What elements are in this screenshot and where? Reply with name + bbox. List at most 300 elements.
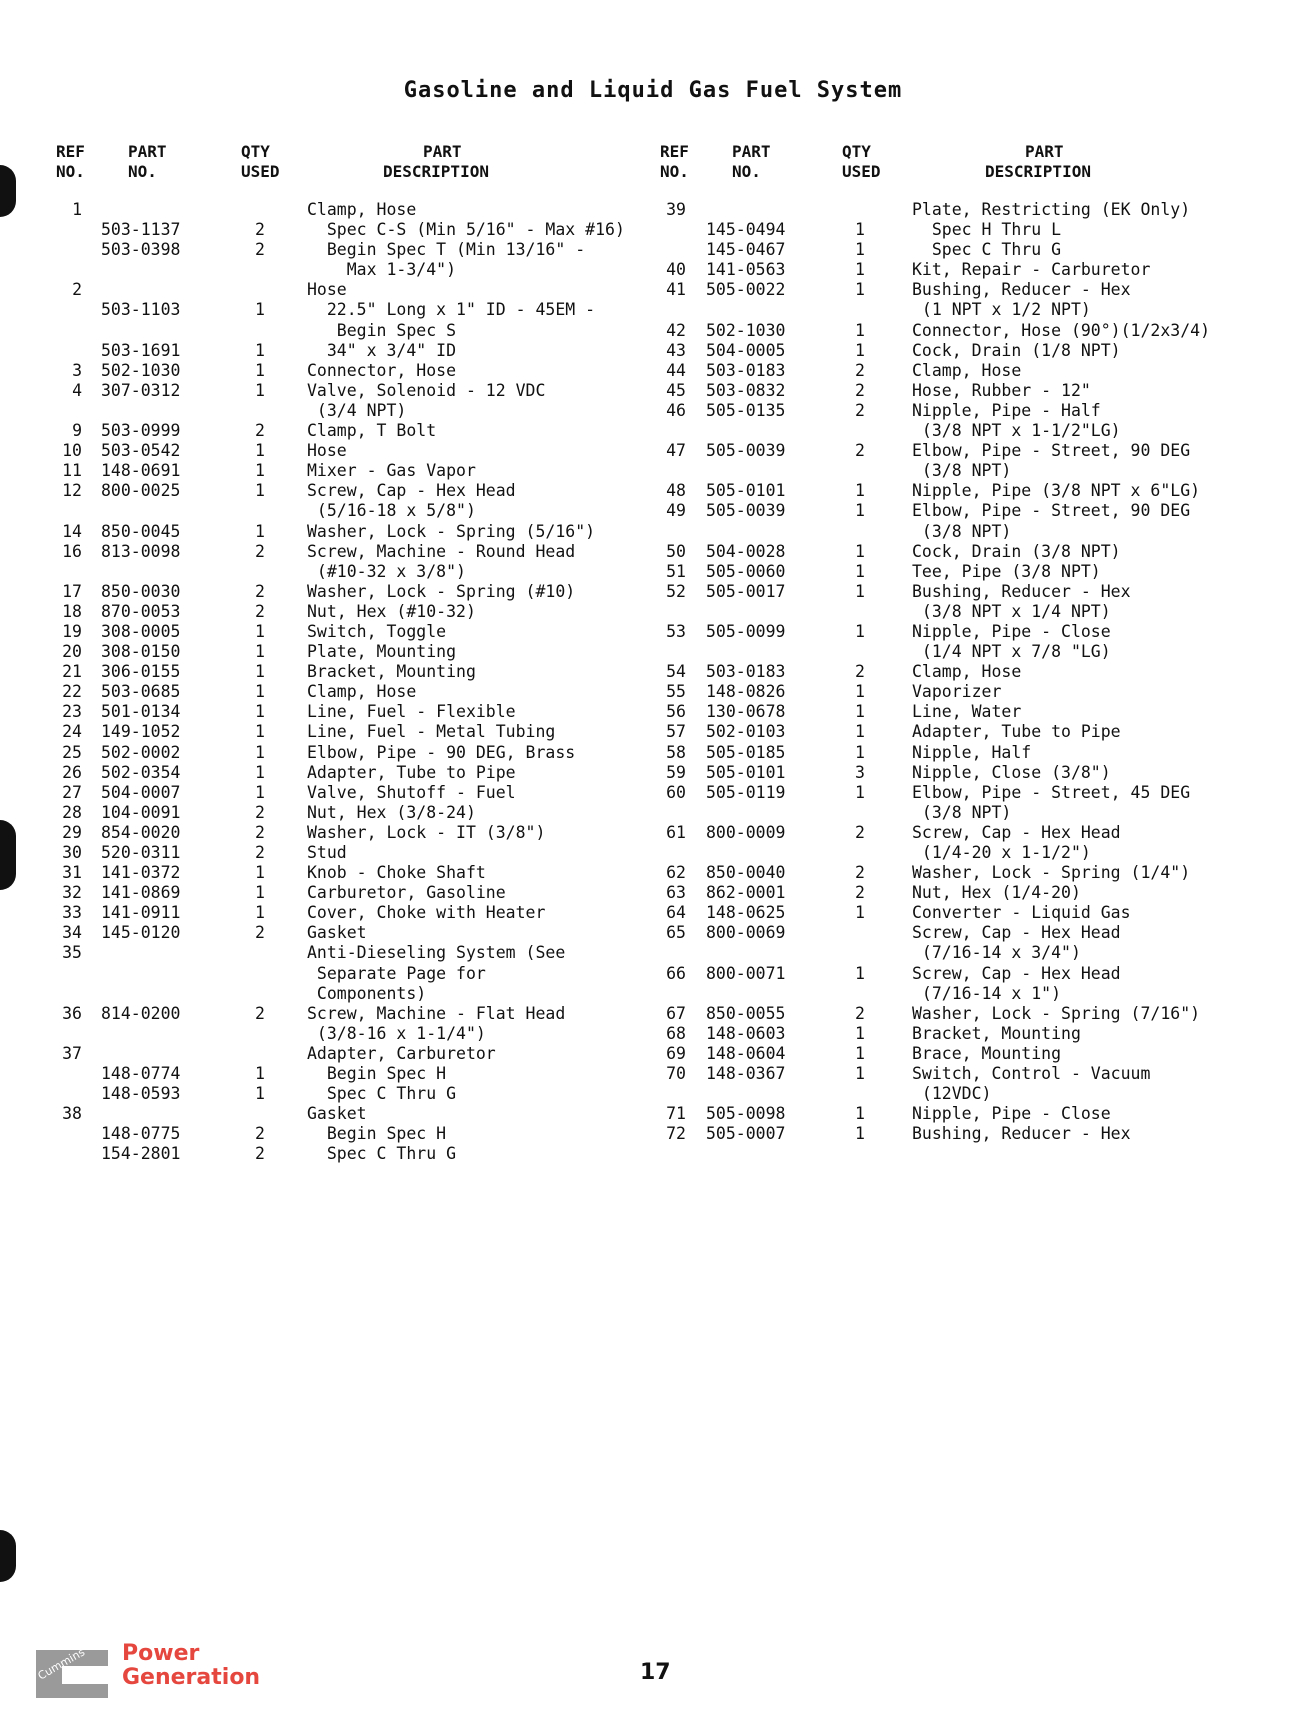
- part-description: Hose: [307, 280, 347, 300]
- qty-used: 1: [855, 1043, 865, 1063]
- part-no: 850-0030: [101, 581, 181, 601]
- ref-no: 43: [666, 340, 686, 360]
- part-description: Cock, Drain (3/8 NPT): [912, 541, 1121, 561]
- part-no: 504-0007: [101, 782, 181, 802]
- part-no: 141-0372: [101, 863, 181, 883]
- table-row: [660, 401, 1260, 421]
- ref-no: 46: [666, 400, 686, 420]
- table-row: [660, 783, 1260, 803]
- table-row: [660, 682, 1260, 702]
- part-description: (12VDC): [912, 1084, 992, 1104]
- qty-used: 1: [855, 682, 865, 702]
- part-description: Washer, Lock - Spring (7/16"): [912, 1003, 1201, 1023]
- qty-used: 1: [255, 380, 265, 400]
- ref-no: 38: [62, 1104, 82, 1124]
- part-description: Valve, Solenoid - 12 VDC: [307, 380, 546, 400]
- table-row: [660, 441, 1260, 461]
- part-description: Gasket: [307, 923, 367, 943]
- qty-used: 1: [855, 702, 865, 722]
- table-row: [660, 361, 1260, 381]
- part-no: 800-0009: [706, 822, 786, 842]
- table-row: [56, 1024, 656, 1044]
- qty-used: 2: [855, 822, 865, 842]
- part-no: 306-0155: [101, 662, 181, 682]
- part-no: 149-1052: [101, 722, 181, 742]
- qty-used: 2: [855, 1003, 865, 1023]
- part-no: 307-0312: [101, 380, 181, 400]
- part-no: 148-0826: [706, 682, 786, 702]
- ref-no: 29: [62, 822, 82, 842]
- ref-no: 63: [666, 883, 686, 903]
- table-row: [660, 943, 1260, 963]
- part-no: 503-1691: [101, 340, 181, 360]
- table-row: [660, 923, 1260, 943]
- ref-no: 47: [666, 441, 686, 461]
- table-row: [56, 682, 656, 702]
- ref-no: 17: [62, 581, 82, 601]
- ref-no: 16: [62, 541, 82, 561]
- table-row: [56, 984, 656, 1004]
- part-no: 505-0101: [706, 762, 786, 782]
- part-header-line2: NO.: [732, 162, 761, 181]
- ref-no: 28: [62, 802, 82, 822]
- part-description: Bracket, Mounting: [912, 1023, 1081, 1043]
- part-description: Spec C Thru G: [307, 1084, 457, 1104]
- table-row: [56, 1144, 656, 1164]
- part-description: Tee, Pipe (3/8 NPT): [912, 561, 1101, 581]
- qty-used: 1: [255, 461, 265, 481]
- ref-no: 67: [666, 1003, 686, 1023]
- ref-header: [660, 142, 689, 182]
- part-description: Nipple, Pipe - Close: [912, 1104, 1111, 1124]
- part-no: 503-0832: [706, 380, 786, 400]
- part-description: Washer, Lock - Spring (#10): [307, 581, 576, 601]
- table-row: [660, 602, 1260, 622]
- table-row: [56, 622, 656, 642]
- qty-used: 2: [855, 662, 865, 682]
- qty-used: 1: [255, 300, 265, 320]
- part-description: Clamp, Hose: [307, 200, 417, 219]
- part-no: 145-0467: [706, 240, 786, 260]
- part-no: 141-0869: [101, 883, 181, 903]
- qty-used: 2: [255, 240, 265, 260]
- part-description: Begin Spec H: [307, 1064, 447, 1084]
- ref-no: 36: [62, 1003, 82, 1023]
- part-no: 850-0040: [706, 863, 786, 883]
- ref-no: 52: [666, 581, 686, 601]
- part-header: [724, 142, 771, 182]
- ref-no: 24: [62, 722, 82, 742]
- qty-used: 1: [855, 782, 865, 802]
- part-description: Nut, Hex (#10-32): [307, 601, 476, 621]
- part-no: 104-0091: [101, 802, 181, 822]
- brand-line1: Power: [122, 1641, 200, 1666]
- table-row: [56, 300, 656, 320]
- qty-used: 1: [255, 903, 265, 923]
- table-row: [660, 863, 1260, 883]
- qty-used: 1: [255, 863, 265, 883]
- table-row: [56, 662, 656, 682]
- parts-rows-right: [660, 200, 1260, 1144]
- table-row: [660, 522, 1260, 542]
- part-no: 141-0563: [706, 260, 786, 280]
- part-no: 862-0001: [706, 883, 786, 903]
- ref-no: 25: [62, 742, 82, 762]
- part-no: 505-0135: [706, 400, 786, 420]
- qty-used: 1: [255, 621, 265, 641]
- qty-used: 1: [255, 742, 265, 762]
- ref-no: 45: [666, 380, 686, 400]
- table-row: [56, 783, 656, 803]
- qty-used: 1: [255, 1064, 265, 1084]
- table-row: [660, 1044, 1260, 1064]
- qty-used: 1: [255, 883, 265, 903]
- part-description: Vaporizer: [912, 682, 1002, 702]
- part-header-line1: PART: [732, 142, 771, 161]
- table-row: [660, 280, 1260, 300]
- part-description: Nut, Hex (3/8-24): [307, 802, 476, 822]
- table-row: [56, 381, 656, 401]
- part-no: 502-1030: [101, 360, 181, 380]
- part-description: Plate, Restricting (EK Only): [912, 200, 1191, 219]
- table-row: [660, 461, 1260, 481]
- qty-used: 2: [855, 360, 865, 380]
- part-description: Elbow, Pipe - Street, 90 DEG: [912, 441, 1191, 461]
- ref-no: 41: [666, 280, 686, 300]
- table-row: [56, 562, 656, 582]
- table-row: [56, 642, 656, 662]
- qty-used: 1: [855, 561, 865, 581]
- ref-no: 59: [666, 762, 686, 782]
- qty-used: 2: [255, 1144, 265, 1164]
- table-row: [56, 321, 656, 341]
- part-no: 148-0593: [101, 1084, 181, 1104]
- part-description: Line, Fuel - Flexible: [307, 702, 516, 722]
- qty-used: 1: [855, 963, 865, 983]
- part-no: 504-0005: [706, 340, 786, 360]
- ref-no: 62: [666, 863, 686, 883]
- part-no: 148-0367: [706, 1064, 786, 1084]
- ref-no: 10: [62, 441, 82, 461]
- part-no: 503-1103: [101, 300, 181, 320]
- qty-used: 1: [255, 702, 265, 722]
- table-row: [56, 1044, 656, 1064]
- table-row: [56, 943, 656, 963]
- table-row: [660, 964, 1260, 984]
- part-no: 148-0774: [101, 1064, 181, 1084]
- part-description: Clamp, Hose: [912, 662, 1022, 682]
- ref-no: 55: [666, 682, 686, 702]
- qty-used: 1: [855, 621, 865, 641]
- qty-used: 1: [855, 240, 865, 260]
- ref-header: [56, 142, 85, 182]
- part-no: 505-0119: [706, 782, 786, 802]
- table-row: [56, 803, 656, 823]
- table-row: [660, 381, 1260, 401]
- ref-no: 4: [72, 380, 82, 400]
- table-row: [660, 984, 1260, 1004]
- part-no: 504-0028: [706, 541, 786, 561]
- qty-used: 2: [255, 421, 265, 441]
- part-description: (3/8 NPT x 1/4 NPT): [912, 601, 1111, 621]
- part-description: Mixer - Gas Vapor: [307, 461, 476, 481]
- qty-used: 1: [255, 441, 265, 461]
- desc-header-line1: PART: [1025, 142, 1064, 161]
- qty-used: 1: [255, 481, 265, 501]
- table-row: [56, 702, 656, 722]
- part-description: (3/8-16 x 1-1/4"): [307, 1023, 486, 1043]
- ref-no: 58: [666, 742, 686, 762]
- ref-no: 42: [666, 320, 686, 340]
- part-no: 505-0039: [706, 501, 786, 521]
- ref-no: 3: [72, 360, 82, 380]
- part-description: Washer, Lock - IT (3/8"): [307, 822, 546, 842]
- table-row: [56, 863, 656, 883]
- table-header: [56, 142, 656, 184]
- ref-header-line2: NO.: [660, 162, 689, 181]
- desc-header-line1: PART: [423, 142, 462, 161]
- table-row: [660, 642, 1260, 662]
- binding-mark: [0, 165, 16, 217]
- svg-text:Cummins: Cummins: [35, 1645, 88, 1683]
- qty-used: 1: [255, 662, 265, 682]
- part-no: 308-0005: [101, 621, 181, 641]
- ref-no: 44: [666, 360, 686, 380]
- table-row: [660, 1104, 1260, 1124]
- page-title: Gasoline and Liquid Gas Fuel System: [403, 78, 903, 103]
- qty-used: 2: [855, 380, 865, 400]
- part-description: (1/4 NPT x 7/8 "LG): [912, 642, 1111, 662]
- table-row: [660, 662, 1260, 682]
- ref-no: 72: [666, 1124, 686, 1144]
- table-row: [660, 1064, 1260, 1084]
- ref-header-line1: REF: [56, 142, 85, 161]
- table-row: [660, 823, 1260, 843]
- part-description: Switch, Control - Vacuum: [912, 1064, 1151, 1084]
- part-description: 22.5" Long x 1" ID - 45EM -: [307, 300, 596, 320]
- part-description: Cover, Choke with Heater: [307, 903, 546, 923]
- qty-used: 1: [855, 1023, 865, 1043]
- part-description: (3/8 NPT x 1-1/2"LG): [912, 421, 1121, 441]
- part-no: 505-0039: [706, 441, 786, 461]
- part-description: Screw, Cap - Hex Head: [912, 963, 1121, 983]
- part-description: Elbow, Pipe - 90 DEG, Brass: [307, 742, 576, 762]
- ref-no: 26: [62, 762, 82, 782]
- part-no: 154-2801: [101, 1144, 181, 1164]
- ref-no: 64: [666, 903, 686, 923]
- part-description: (5/16-18 x 5/8"): [307, 501, 476, 521]
- qty-used: 2: [255, 822, 265, 842]
- part-no: 502-0354: [101, 762, 181, 782]
- part-description: Gasket: [307, 1104, 367, 1124]
- part-no: 148-0691: [101, 461, 181, 481]
- part-no: 505-0099: [706, 621, 786, 641]
- part-description: Switch, Toggle: [307, 621, 447, 641]
- ref-no: 60: [666, 782, 686, 802]
- ref-no: 69: [666, 1043, 686, 1063]
- table-row: [660, 300, 1260, 320]
- part-description: (3/8 NPT): [912, 521, 1012, 541]
- qty-used: 1: [255, 642, 265, 662]
- table-row: [660, 582, 1260, 602]
- qty-header: [842, 142, 881, 182]
- qty-used: 1: [855, 1124, 865, 1144]
- part-description: Washer, Lock - Spring (5/16"): [307, 521, 596, 541]
- part-description: Hose: [307, 441, 347, 461]
- part-description: Elbow, Pipe - Street, 45 DEG: [912, 782, 1191, 802]
- qty-used: 1: [855, 581, 865, 601]
- part-no: 505-0098: [706, 1104, 786, 1124]
- table-row: [660, 421, 1260, 441]
- part-description: Screw, Cap - Hex Head: [307, 481, 516, 501]
- part-no: 813-0098: [101, 541, 181, 561]
- part-description: Brace, Mounting: [912, 1043, 1062, 1063]
- ref-no: 50: [666, 541, 686, 561]
- qty-header-line1: QTY: [842, 142, 871, 161]
- table-row: [660, 622, 1260, 642]
- part-description: Bushing, Reducer - Hex: [912, 581, 1131, 601]
- table-row: [56, 401, 656, 421]
- table-row: [56, 763, 656, 783]
- table-row: [56, 923, 656, 943]
- ref-no: 30: [62, 843, 82, 862]
- qty-used: 1: [255, 762, 265, 782]
- part-description: Spec H Thru L: [912, 220, 1062, 240]
- part-description: Line, Fuel - Metal Tubing: [307, 722, 556, 742]
- part-description: Kit, Repair - Carburetor: [912, 260, 1151, 280]
- part-description: 34" x 3/4" ID: [307, 340, 457, 360]
- part-description: Hose, Rubber - 12": [912, 380, 1091, 400]
- table-row: [56, 341, 656, 361]
- part-description: Separate Page for: [307, 963, 486, 983]
- table-row: [56, 743, 656, 763]
- qty-header-line2: USED: [842, 162, 881, 181]
- ref-header-line2: NO.: [56, 162, 85, 181]
- part-no: 503-0398: [101, 240, 181, 260]
- table-row: [56, 1084, 656, 1104]
- qty-used: 1: [855, 742, 865, 762]
- qty-used: 2: [855, 863, 865, 883]
- qty-used: 1: [855, 903, 865, 923]
- part-no: 850-0055: [706, 1003, 786, 1023]
- table-row: [56, 522, 656, 542]
- qty-used: 1: [255, 1084, 265, 1104]
- table-row: [56, 722, 656, 742]
- part-description: Nipple, Half: [912, 742, 1032, 762]
- desc-header: [985, 142, 1091, 182]
- ref-no: 37: [62, 1043, 82, 1063]
- part-description: (1 NPT x 1/2 NPT): [912, 300, 1091, 320]
- parts-table-right: [660, 142, 1260, 1144]
- part-description: (7/16-14 x 3/4"): [912, 943, 1081, 963]
- part-description: Spec C-S (Min 5/16" - Max #16): [307, 220, 625, 240]
- part-description: Bushing, Reducer - Hex: [912, 1124, 1131, 1144]
- table-row: [660, 260, 1260, 280]
- qty-used: 2: [855, 400, 865, 420]
- table-row: [660, 200, 1260, 220]
- table-row: [56, 883, 656, 903]
- qty-used: 2: [255, 541, 265, 561]
- part-description: Bushing, Reducer - Hex: [912, 280, 1131, 300]
- ref-no: 61: [666, 822, 686, 842]
- ref-no: 71: [666, 1104, 686, 1124]
- table-row: [56, 461, 656, 481]
- part-description: Nipple, Pipe - Close: [912, 621, 1111, 641]
- table-row: [660, 763, 1260, 783]
- part-description: Plate, Mounting: [307, 642, 457, 662]
- part-description: Clamp, Hose: [912, 360, 1022, 380]
- table-row: [56, 1104, 656, 1124]
- part-no: 145-0120: [101, 923, 181, 943]
- part-description: Nipple, Pipe - Half: [912, 400, 1101, 420]
- part-description: Converter - Liquid Gas: [912, 903, 1131, 923]
- part-description: Nipple, Close (3/8"): [912, 762, 1111, 782]
- part-no: 502-0103: [706, 722, 786, 742]
- part-description: Bracket, Mounting: [307, 662, 476, 682]
- part-description: Cock, Drain (1/8 NPT): [912, 340, 1121, 360]
- parts-table-left: [56, 142, 656, 1165]
- table-row: [56, 280, 656, 300]
- ref-no: 68: [666, 1023, 686, 1043]
- part-description: Begin Spec T (Min 13/16" -: [307, 240, 586, 260]
- table-row: [56, 240, 656, 260]
- table-row: [56, 964, 656, 984]
- ref-no: 9: [72, 421, 82, 441]
- part-description: Screw, Machine - Round Head: [307, 541, 576, 561]
- ref-no: 39: [666, 200, 686, 219]
- table-row: [660, 883, 1260, 903]
- brand-line2: Generation: [122, 1665, 261, 1690]
- ref-no: 40: [666, 260, 686, 280]
- ref-no: 48: [666, 481, 686, 501]
- table-row: [660, 722, 1260, 742]
- table-row: [56, 441, 656, 461]
- part-description: Carburetor, Gasoline: [307, 883, 506, 903]
- brand-name: [122, 1642, 260, 1690]
- part-description: Nut, Hex (1/4-20): [912, 883, 1081, 903]
- table-row: [660, 501, 1260, 521]
- binding-mark: [0, 820, 16, 890]
- qty-used: 1: [255, 340, 265, 360]
- qty-used: 1: [255, 521, 265, 541]
- qty-used: 2: [255, 843, 265, 862]
- part-description: Line, Water: [912, 702, 1022, 722]
- qty-used: 1: [255, 782, 265, 802]
- table-row: [660, 843, 1260, 863]
- qty-used: 2: [255, 802, 265, 822]
- part-no: 502-1030: [706, 320, 786, 340]
- part-description: Stud: [307, 843, 347, 862]
- part-description: Adapter, Tube to Pipe: [912, 722, 1121, 742]
- part-description: Screw, Cap - Hex Head: [912, 923, 1121, 943]
- part-header: [120, 142, 167, 182]
- part-no: 130-0678: [706, 702, 786, 722]
- part-description: Spec C Thru G: [912, 240, 1062, 260]
- part-header-line2: NO.: [128, 162, 157, 181]
- ref-no: 51: [666, 561, 686, 581]
- qty-used: 2: [255, 601, 265, 621]
- qty-used: 2: [855, 441, 865, 461]
- part-no: 148-0775: [101, 1124, 181, 1144]
- ref-no: 19: [62, 621, 82, 641]
- table-row: [56, 823, 656, 843]
- qty-used: 2: [255, 1003, 265, 1023]
- part-header-line1: PART: [128, 142, 167, 161]
- ref-no: 70: [666, 1064, 686, 1084]
- ref-no: 33: [62, 903, 82, 923]
- part-description: Elbow, Pipe - Street, 90 DEG: [912, 501, 1191, 521]
- table-row: [56, 903, 656, 923]
